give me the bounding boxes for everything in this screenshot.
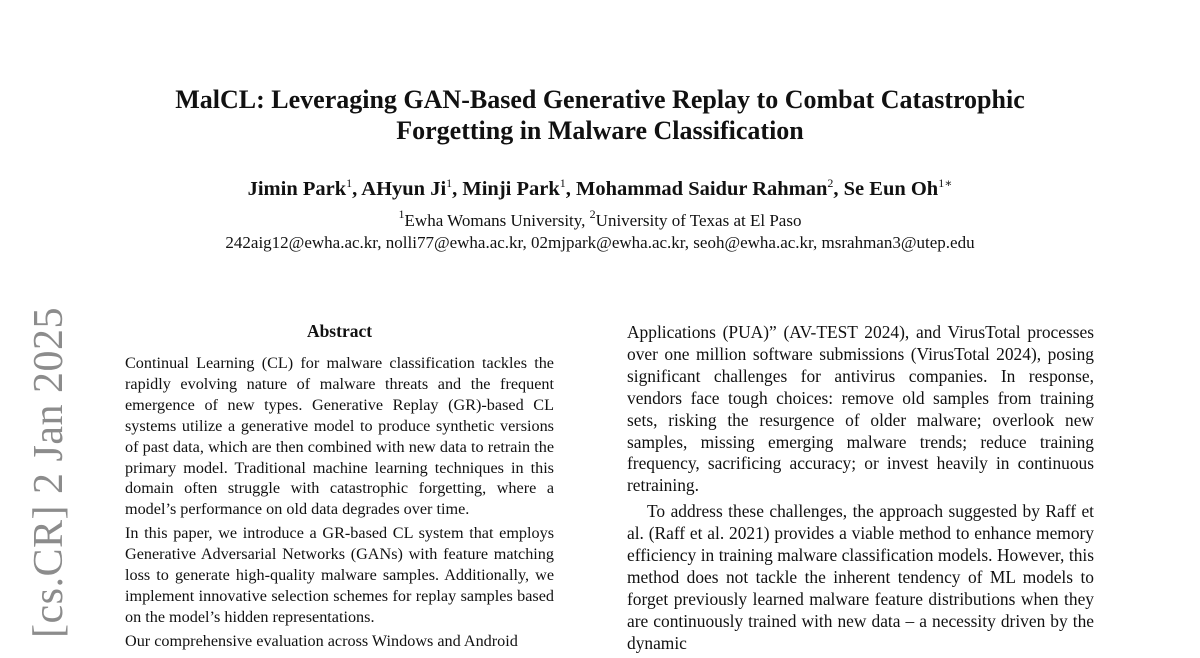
author [248,178,362,200]
author-affiliation-mark: 1 [346,176,353,190]
author-separator: , [565,178,577,200]
author [462,178,576,200]
author-name: Se Eun Oh [843,178,939,200]
author-affiliation-mark: 1 [446,176,453,190]
body-paragraph: Applications (PUA)” (AV-TEST 2024), and VirusTotal processes over one million software submissions (VirusTotal 2024), posing significant challenges for antivirus companies. In response, vendors face tough choices: remove old samples from training sets, risking the resurgence of older malware; overlook new samples, missing emerging malware trends; reduce training frequency, sacrificing accuracy; or invest heavily in continuous retraining. [627,322,1094,496]
author [361,178,462,200]
affiliation-name: Ewha Womans University, [404,211,590,230]
abstract-heading: Abstract [306,321,373,341]
author [576,178,844,200]
author-separator: , [352,178,362,200]
affiliations [100,207,1100,232]
paper-title-line-1: MalCL: Leveraging GAN-Based Generative Replay to Combat Catastrophic [175,85,1025,114]
author-affiliation-mark: 1 [559,176,566,190]
affiliation-mark: 2 [589,207,596,221]
author-emails: 242aig12@ewha.ac.kr, nolli77@ewha.ac.kr, 02mjpark@ewha.ac.kr, seoh@ewha.ac.kr, msrahman3@utep.edu [225,233,975,252]
author-name: Minji Park [462,178,560,200]
author-separator: , [833,178,844,200]
paper-title [100,84,1100,146]
author [844,178,953,200]
arxiv-stamp: [cs.CR] 2 Jan 2025 [26,307,72,638]
author-list [100,176,1100,202]
author-name: AHyun Ji [361,178,447,200]
abstract-paragraph: In this paper, we introduce a GR-based CL system that employs Generative Adversarial Networks (GANs) with feature matching loss to generate high-quality malware samples. Additionally, we implement innovative selection schemes for replay samples based on the model’s hidden representations. [125,524,554,626]
right-column [627,322,1094,658]
author-name: Mohammad Saidur Rahman [576,178,828,200]
author-name: Jimin Park [247,178,347,200]
abstract-paragraph: Continual Learning (CL) for malware classification tackles the rapidly evolving nature of malware threats and the frequent emergence of new types. Generative Replay (GR)-based CL systems utilize a generative model to produce synthetic versions of past data, which are then combined with new data to retrain the primary model. Traditional machine learning techniques in this domain often struggle with catastrophic forgetting, where a model’s performance on old data degrades over time. [125,354,554,519]
abstract-paragraph: Our comprehensive evaluation across Windows and Android [125,631,518,650]
affiliation-mark: 1 [398,207,405,221]
left-column [125,320,554,655]
author-separator: , [452,178,463,200]
affiliation-name: University of Texas at El Paso [595,211,802,230]
body-paragraph: To address these challenges, the approach suggested by Raff et al. (Raff et al. 2021) provides a viable method to enhance memory efficiency in training malware classification models. However, this method does not tackle the inherent tendency of ML models to forget previously learned malware feature distributions when they are continuously trained with new data – a necessity driven by the dynamic [627,501,1094,653]
author-affiliation-mark: 2 [827,176,834,190]
paper-title-line-2: Forgetting in Malware Classification [396,116,804,145]
author-affiliation-mark: 1∗ [938,176,953,190]
